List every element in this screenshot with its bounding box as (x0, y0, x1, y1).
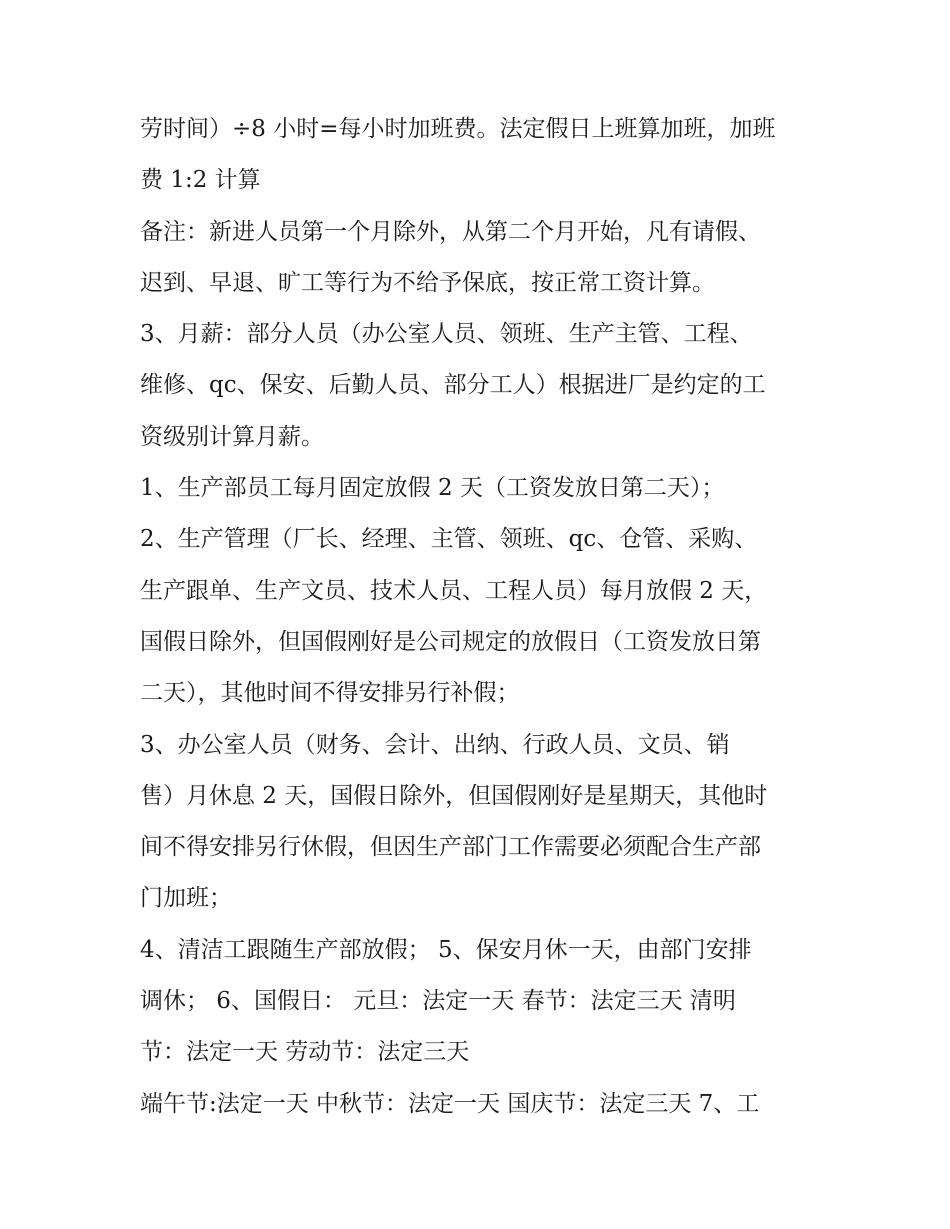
text-line: 生产跟单、生产文员、技术人员、工程人员）每月放假 2 天， (140, 577, 768, 604)
text-line: 备注：新进人员第一个月除外，从第二个月开始，凡有请假、 (140, 218, 761, 245)
text-line: 2、生产管理（厂长、经理、主管、领班、qc、仓管、采购、 (140, 526, 758, 553)
text-line: 迟到、早退、旷工等行为不给予保底，按正常工资计算。 (140, 269, 715, 296)
text-line: 资级别计算月薪。 (140, 423, 324, 450)
text-line: 4、清洁工跟随生产部放假； 5、保安月休一天，由部门安排 (140, 936, 752, 963)
text-line: 节：法定一天 劳动节：法定三天 (140, 1039, 470, 1066)
text-line: 维修、qc、保安、后勤人员、部分工人）根据进厂是约定的工 (140, 372, 766, 399)
text-line: 3、办公室人员（财务、会计、出纳、行政人员、文员、销 (140, 731, 730, 758)
text-line: 费 1:2 计算 (140, 167, 261, 194)
text-line: 1、生产部员工每月固定放假 2 天（工资发放日第二天）； (140, 475, 725, 502)
text-line: 调休； 6、国假日： 元旦：法定一天 春节：法定三天 清明 (140, 988, 736, 1015)
text-line: 二天），其他时间不得安排另行补假； (140, 680, 520, 707)
text-line: 国假日除外，但国假刚好是公司规定的放假日（工资发放日第 (140, 628, 761, 655)
text-line: 售）月休息 2 天，国假日除外，但国假刚好是星期天，其他时 (140, 782, 768, 809)
text-line: 端午节:法定一天 中秋节：法定一天 国庆节：法定三天 7、工 (140, 1090, 760, 1117)
text-line: 劳时间）÷8 小时=每小时加班费。法定假日上班算加班，加班 (140, 116, 776, 142)
document-body (140, 106, 840, 1132)
text-line: 3、月薪：部分人员（办公室人员、领班、生产主管、工程、 (140, 321, 753, 348)
text-line: 门加班； (140, 885, 232, 912)
text-line: 间不得安排另行休假，但因生产部门工作需要必须配合生产部 (140, 834, 761, 861)
